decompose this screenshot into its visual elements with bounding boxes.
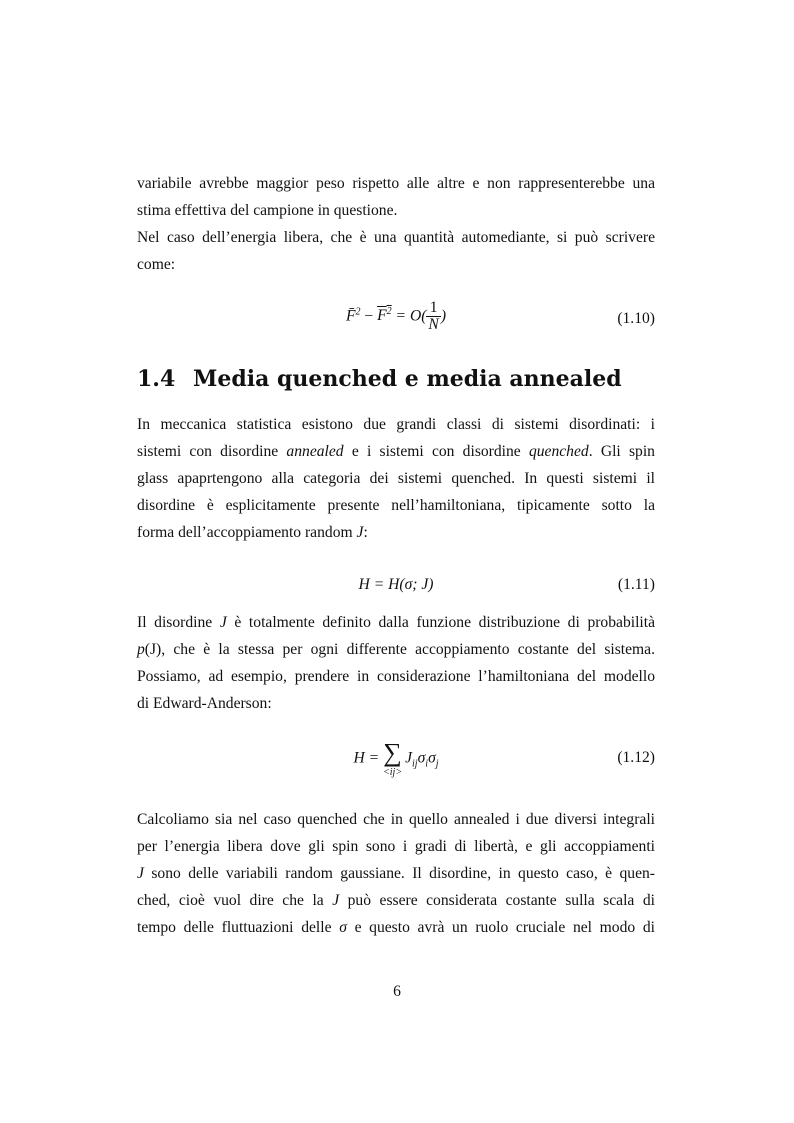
text-line: Possiamo, ad esempio, prendere in considerazione l’hamiltoniana del modello xyxy=(137,668,655,685)
eq-superscript: 2 xyxy=(355,306,361,318)
text-line: In meccanica statistica esistono due grandi classi di sistemi disordinati: i xyxy=(137,416,655,433)
eq-subscript: j xyxy=(435,758,439,770)
eq-term: σ xyxy=(428,749,436,767)
paragraph-edwards-anderson xyxy=(137,609,655,717)
eq-term: J xyxy=(405,749,413,767)
text-run: . Gli spin xyxy=(588,443,655,460)
text-run: e questo avrà un ruolo cruciale nel modo di xyxy=(346,919,655,936)
text-line: Calcoliamo sia nel caso quenched che in quello annealed i due diversi integrali xyxy=(137,811,655,828)
section-title: Media quenched e media annealed xyxy=(193,366,622,392)
eq-term: σ xyxy=(417,749,426,767)
text-line: Nel caso dell’energia libera, che è una quantità automediante, si può scrivere xyxy=(137,229,655,246)
math-symbol: p xyxy=(137,641,145,658)
emphasis-annealed: annealed xyxy=(286,443,344,460)
text-line xyxy=(137,438,655,465)
eq-overline-term xyxy=(377,307,392,324)
paragraph-quenched-annealed-integrals xyxy=(137,806,655,941)
text-run: sono delle variabili random gaussiane. Il disordine, in questo caso, è quen- xyxy=(143,865,655,882)
text-run: (J), che è la stessa per ogni differente accoppiamento costante del sistema. xyxy=(144,641,655,658)
equation-body: H = H(σ; J) xyxy=(358,576,434,593)
eq-operator: = O( xyxy=(391,307,427,325)
text-run: ched, cioè vuol dire che la xyxy=(137,892,333,909)
math-symbol: J xyxy=(137,865,144,882)
eq-operator: − xyxy=(360,307,378,325)
text-line: per l’energia libera dove gli spin sono i gradi di libertà, e gli accoppiamenti xyxy=(137,838,655,855)
paragraph-disorder-classes xyxy=(137,411,655,546)
text-run: tempo delle fluttuazioni delle xyxy=(137,919,340,936)
text-line xyxy=(137,887,655,914)
text-line xyxy=(137,860,655,887)
eq-term: F̄ xyxy=(345,307,356,325)
text-line: come: xyxy=(137,256,176,273)
math-symbol: J xyxy=(219,614,227,631)
eq-subscript: ij xyxy=(412,758,418,770)
emphasis-quenched: quenched xyxy=(528,443,589,460)
equation-body xyxy=(137,300,655,334)
page-number: 6 xyxy=(393,983,401,1000)
text-line: variabile avrebbe maggior peso rispetto alle altre e non rappresenterebbe una xyxy=(137,175,655,192)
eq-operator: ) xyxy=(440,307,447,325)
text-line xyxy=(137,519,655,546)
sum-symbol: ∑ xyxy=(383,738,402,767)
text-run: è totalmente definito dalla funzione distribuzione di probabilità xyxy=(226,614,655,631)
text-line: stima effettiva del campione in questione. xyxy=(137,202,398,219)
text-line xyxy=(137,636,655,663)
math-symbol: σ xyxy=(339,919,347,936)
eq-subscript: i xyxy=(425,758,429,770)
math-symbol: J xyxy=(356,524,364,541)
text-line xyxy=(137,914,655,941)
text-line: glass apaprtengono alla categoria dei sistemi quenched. In questi sistemi il xyxy=(137,470,655,487)
text-line: di Edward-Anderson: xyxy=(137,695,272,712)
math-symbol: J xyxy=(332,892,340,909)
eq-superscript: 2 xyxy=(386,306,392,318)
equation-number: (1.10) xyxy=(617,310,655,327)
eq-term: H = xyxy=(353,749,384,767)
eq-term: F xyxy=(377,307,387,325)
eq-denominator: N xyxy=(428,316,439,334)
equation-number: (1.12) xyxy=(617,749,655,766)
eq-summation xyxy=(383,740,402,778)
equation-1-12 xyxy=(137,740,655,788)
text-run: può essere considerata costante sulla scala di xyxy=(339,892,655,909)
eq-numerator: 1 xyxy=(426,300,440,317)
equation-1-11 xyxy=(137,574,655,614)
text-line xyxy=(137,609,655,636)
text-line: disordine è esplicitamente presente nell’hamiltoniana, tipicamente sotto la xyxy=(137,497,655,514)
equation-number: (1.11) xyxy=(617,576,655,593)
text-run: Il disordine xyxy=(137,614,220,631)
equation-1-10 xyxy=(137,298,655,338)
section-heading xyxy=(137,366,622,392)
text-run: sistemi con disordine xyxy=(137,443,287,460)
text-run: forma dell’accoppiamento random xyxy=(137,524,357,541)
text-run: e i sistemi con disordine xyxy=(343,443,529,460)
paragraph-intro xyxy=(137,170,655,278)
eq-fraction xyxy=(426,300,440,334)
section-number: 1.4 xyxy=(137,366,176,392)
text-run: : xyxy=(363,524,368,541)
equation-body xyxy=(137,740,655,778)
sum-limit: <ij> xyxy=(383,767,403,778)
